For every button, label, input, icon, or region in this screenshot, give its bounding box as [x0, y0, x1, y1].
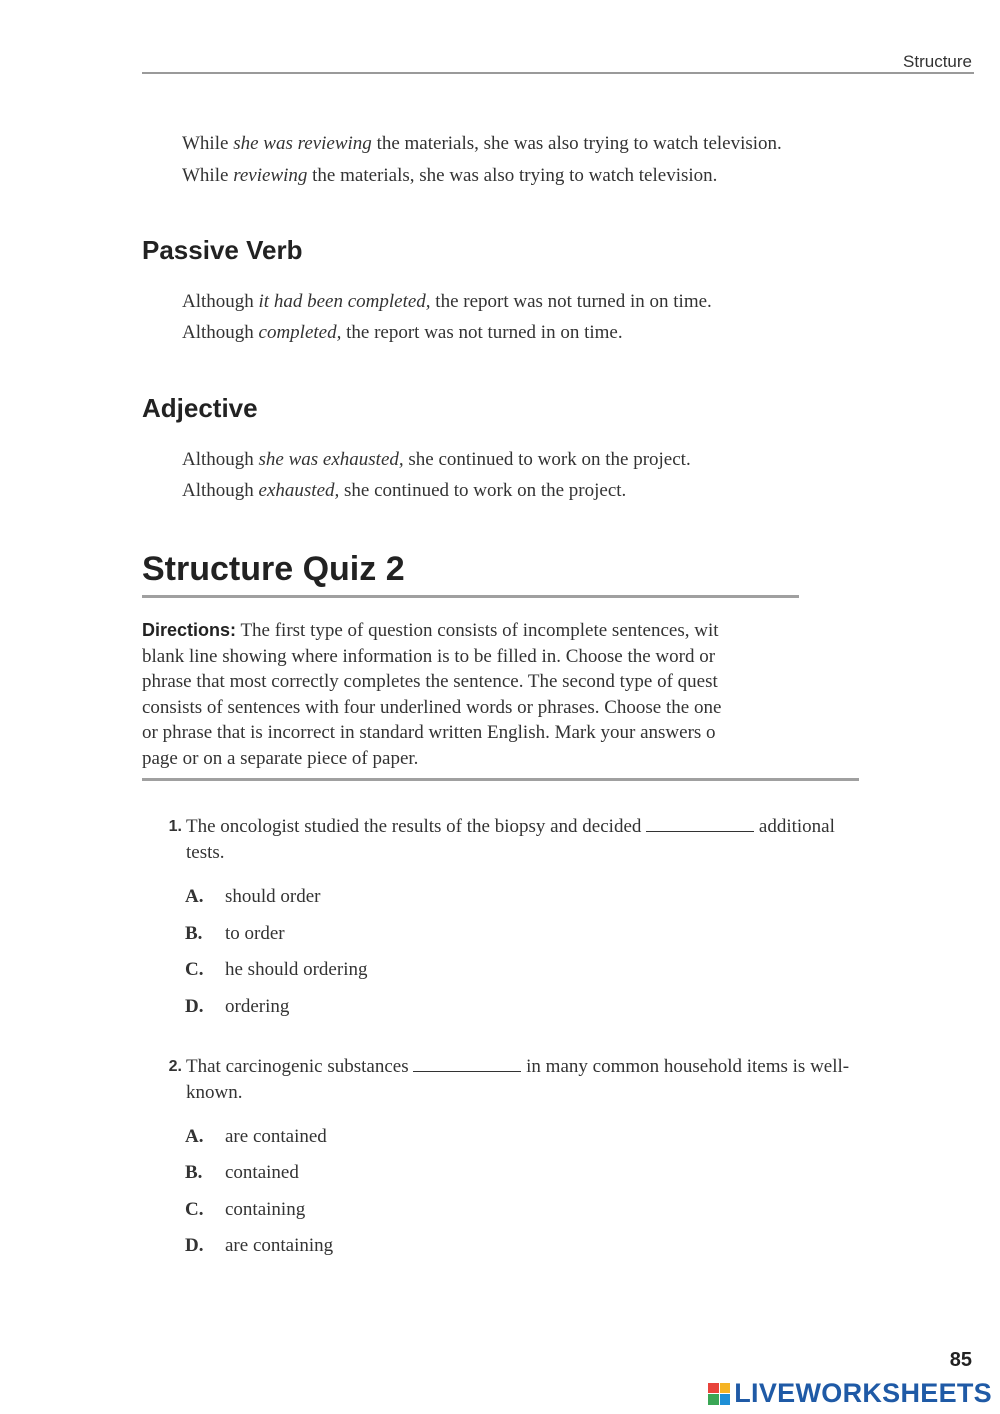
- passive-example-1: Although it had been completed, the report was not turned in on time.: [182, 291, 712, 312]
- q1-option-a[interactable]: A. should order: [185, 886, 321, 907]
- q1-option-c[interactable]: C. he should ordering: [185, 959, 368, 980]
- directions-line: or phrase that is incorrect in standard written English. Mark your answers o: [142, 722, 716, 743]
- directions-line: Directions: The first type of question consists of incomplete sentences, wit: [142, 620, 719, 641]
- quiz-title: Structure Quiz 2: [142, 550, 405, 588]
- q2-option-d[interactable]: D. are containing: [185, 1235, 334, 1256]
- q2-option-b[interactable]: B. contained: [185, 1162, 299, 1183]
- intro-example-2: While reviewing the materials, she was also trying to watch television.: [182, 165, 718, 186]
- adjective-heading: Adjective: [142, 393, 258, 423]
- liveworksheets-logo-icon: [708, 1383, 730, 1405]
- running-head: Structure: [903, 52, 972, 71]
- passive-example-2: Although completed, the report was not turned in on time.: [182, 322, 623, 343]
- question-1: [160, 813, 840, 866]
- page-number: 85: [949, 1349, 972, 1371]
- adjective-example-2: Although exhausted, she continued to work on the project.: [182, 480, 627, 501]
- q1-option-d[interactable]: D. ordering: [185, 996, 290, 1017]
- q2-option-c[interactable]: C. containing: [185, 1199, 306, 1220]
- intro-example-1: While she was reviewing the materials, she was also trying to watch television.: [182, 133, 782, 154]
- directions-label: Directions:: [142, 620, 237, 640]
- liveworksheets-watermark: [708, 1378, 992, 1409]
- header-rule: [142, 72, 974, 74]
- directions-line: blank line showing where information is to be filled in. Choose the word or: [142, 645, 716, 667]
- directions-line: consists of sentences with four underlined words or phrases. Choose the one: [142, 696, 722, 718]
- answer-blank[interactable]: [413, 1053, 521, 1072]
- adjective-example-1: Although she was exhausted, she continued to work on the project.: [182, 449, 691, 470]
- directions-line: page or on a separate piece of paper.: [142, 747, 419, 769]
- question-text: That carcinogenic substances in many common household items is well-known.: [186, 1053, 860, 1106]
- directions-rule: [142, 778, 859, 781]
- directions-block: [142, 618, 799, 771]
- question-number: 1.: [168, 818, 182, 835]
- question-2: [160, 1053, 860, 1106]
- watermark-text: LIVEWORKSHEETS: [734, 1378, 992, 1408]
- q1-option-b[interactable]: B. to order: [185, 923, 285, 944]
- directions-line: phrase that most correctly completes the sentence. The second type of quest: [142, 671, 718, 692]
- passive-verb-heading: Passive Verb: [142, 235, 303, 265]
- question-text: The oncologist studied the results of the biopsy and decided additional tests.: [186, 813, 840, 866]
- question-number: 2.: [168, 1058, 182, 1075]
- q2-option-a[interactable]: A. are contained: [185, 1126, 327, 1147]
- answer-blank[interactable]: [646, 813, 754, 832]
- quiz-title-rule: [142, 595, 799, 598]
